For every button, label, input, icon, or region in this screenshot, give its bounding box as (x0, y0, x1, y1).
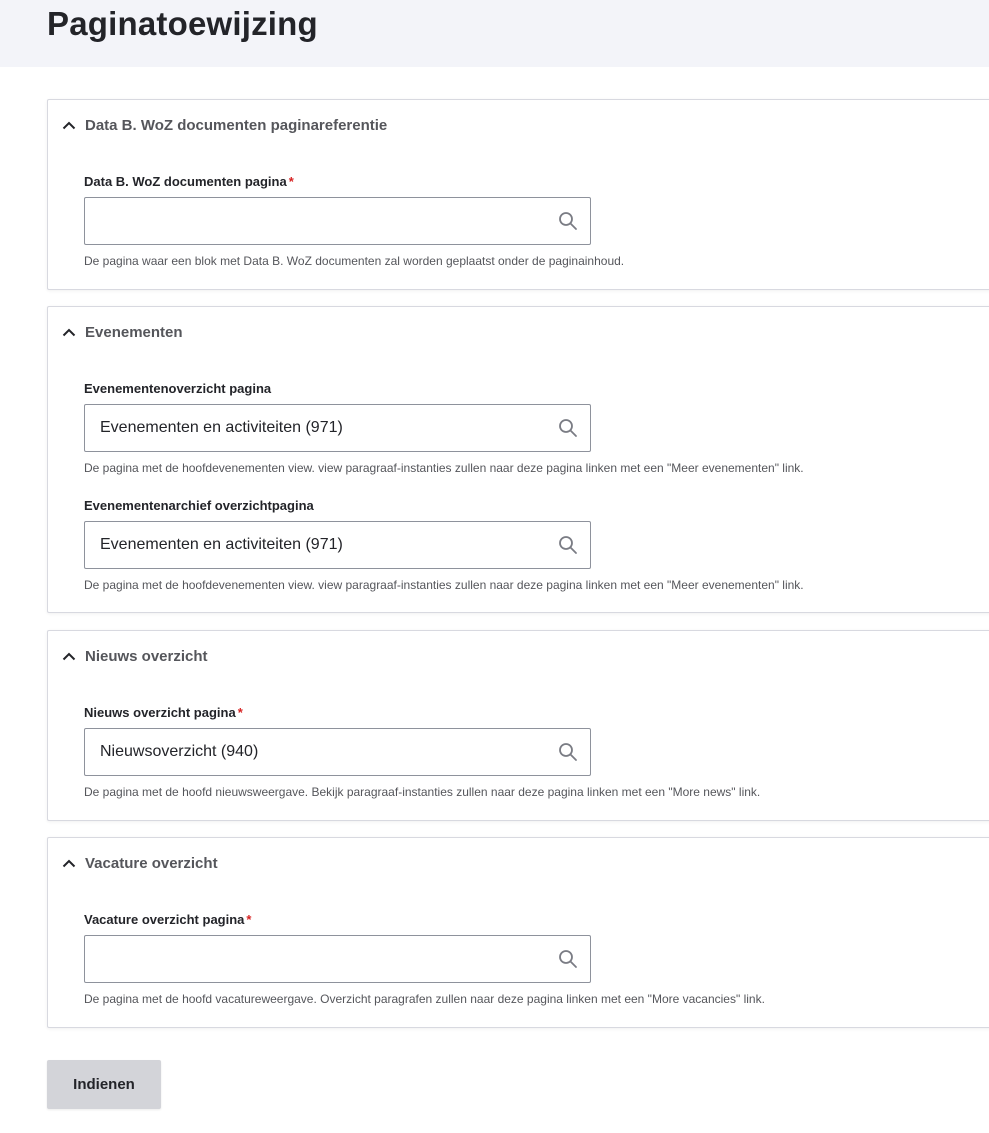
chevron-up-icon (60, 647, 78, 665)
fieldset-toggle[interactable] (60, 321, 183, 343)
page-title: Paginatoewijzing (47, 5, 318, 42)
events-archive-page-input[interactable] (85, 522, 590, 568)
field-description: De pagina met de hoofdevenementen view. view paragraaf-instanties zullen naar deze pagina linken met een "Meer evenementen" link. (84, 461, 804, 475)
events-overview-page-input[interactable] (85, 405, 590, 451)
field-description: De pagina met de hoofdevenementen view. view paragraaf-instanties zullen naar deze pagina linken met een "Meer evenementen" link. (84, 578, 804, 592)
fieldset-toggle[interactable] (60, 852, 218, 874)
autocomplete-field (84, 521, 591, 569)
fieldset-toggle[interactable] (60, 114, 387, 136)
required-marker: * (288, 174, 294, 189)
search-icon (558, 949, 578, 969)
form-item (84, 704, 760, 800)
page-header (0, 0, 989, 67)
chevron-up-icon (60, 323, 78, 341)
field-label: Evenementenarchief overzichtpagina (84, 498, 314, 513)
autocomplete-field (84, 404, 591, 452)
required-marker: * (237, 705, 243, 720)
autocomplete-field (84, 197, 591, 245)
autocomplete-field (84, 728, 591, 776)
field-label: Evenementenoverzicht pagina (84, 381, 272, 396)
form-item (84, 380, 804, 476)
search-icon (558, 211, 578, 231)
news-overview-page-input[interactable] (85, 729, 590, 775)
form-item (84, 911, 765, 1007)
fieldset-events (47, 306, 989, 613)
autocomplete-field (84, 935, 591, 983)
vacancy-overview-page-input[interactable] (85, 936, 590, 982)
field-description: De pagina met de hoofd vacatureweergave. Overzicht paragrafen zullen naar deze pagina linken met een "More vacancies" link. (84, 992, 765, 1006)
field-label: Data B. WoZ documenten pagina * (84, 174, 294, 189)
submit-button[interactable]: Indienen (47, 1060, 161, 1109)
field-label: Vacature overzicht pagina * (84, 912, 252, 927)
fieldset-news (47, 630, 989, 821)
fieldset-vacancies (47, 837, 989, 1028)
form-item (84, 497, 804, 593)
fieldset-legend: Data B. WoZ documenten paginareferentie (85, 116, 388, 134)
field-label: Nieuws overzicht pagina * (84, 705, 243, 720)
fieldset-woz-documents (47, 99, 989, 290)
fieldset-toggle[interactable] (60, 645, 208, 667)
form-item (84, 173, 624, 269)
field-description: De pagina waar een blok met Data B. WoZ documenten zal worden geplaatst onder de paginainhoud. (84, 254, 625, 268)
search-icon (558, 418, 578, 438)
woz-documents-page-input[interactable] (85, 198, 590, 244)
required-marker: * (246, 912, 252, 927)
fieldset-legend: Vacature overzicht (85, 854, 218, 872)
fieldset-legend: Nieuws overzicht (85, 647, 208, 665)
search-icon (558, 535, 578, 555)
field-description: De pagina met de hoofd nieuwsweergave. Bekijk paragraaf-instanties zullen naar deze pagina linken met een "More news" link. (84, 785, 761, 799)
chevron-up-icon (60, 116, 78, 134)
fieldset-legend: Evenementen (85, 323, 183, 341)
search-icon (558, 742, 578, 762)
chevron-up-icon (60, 854, 78, 872)
